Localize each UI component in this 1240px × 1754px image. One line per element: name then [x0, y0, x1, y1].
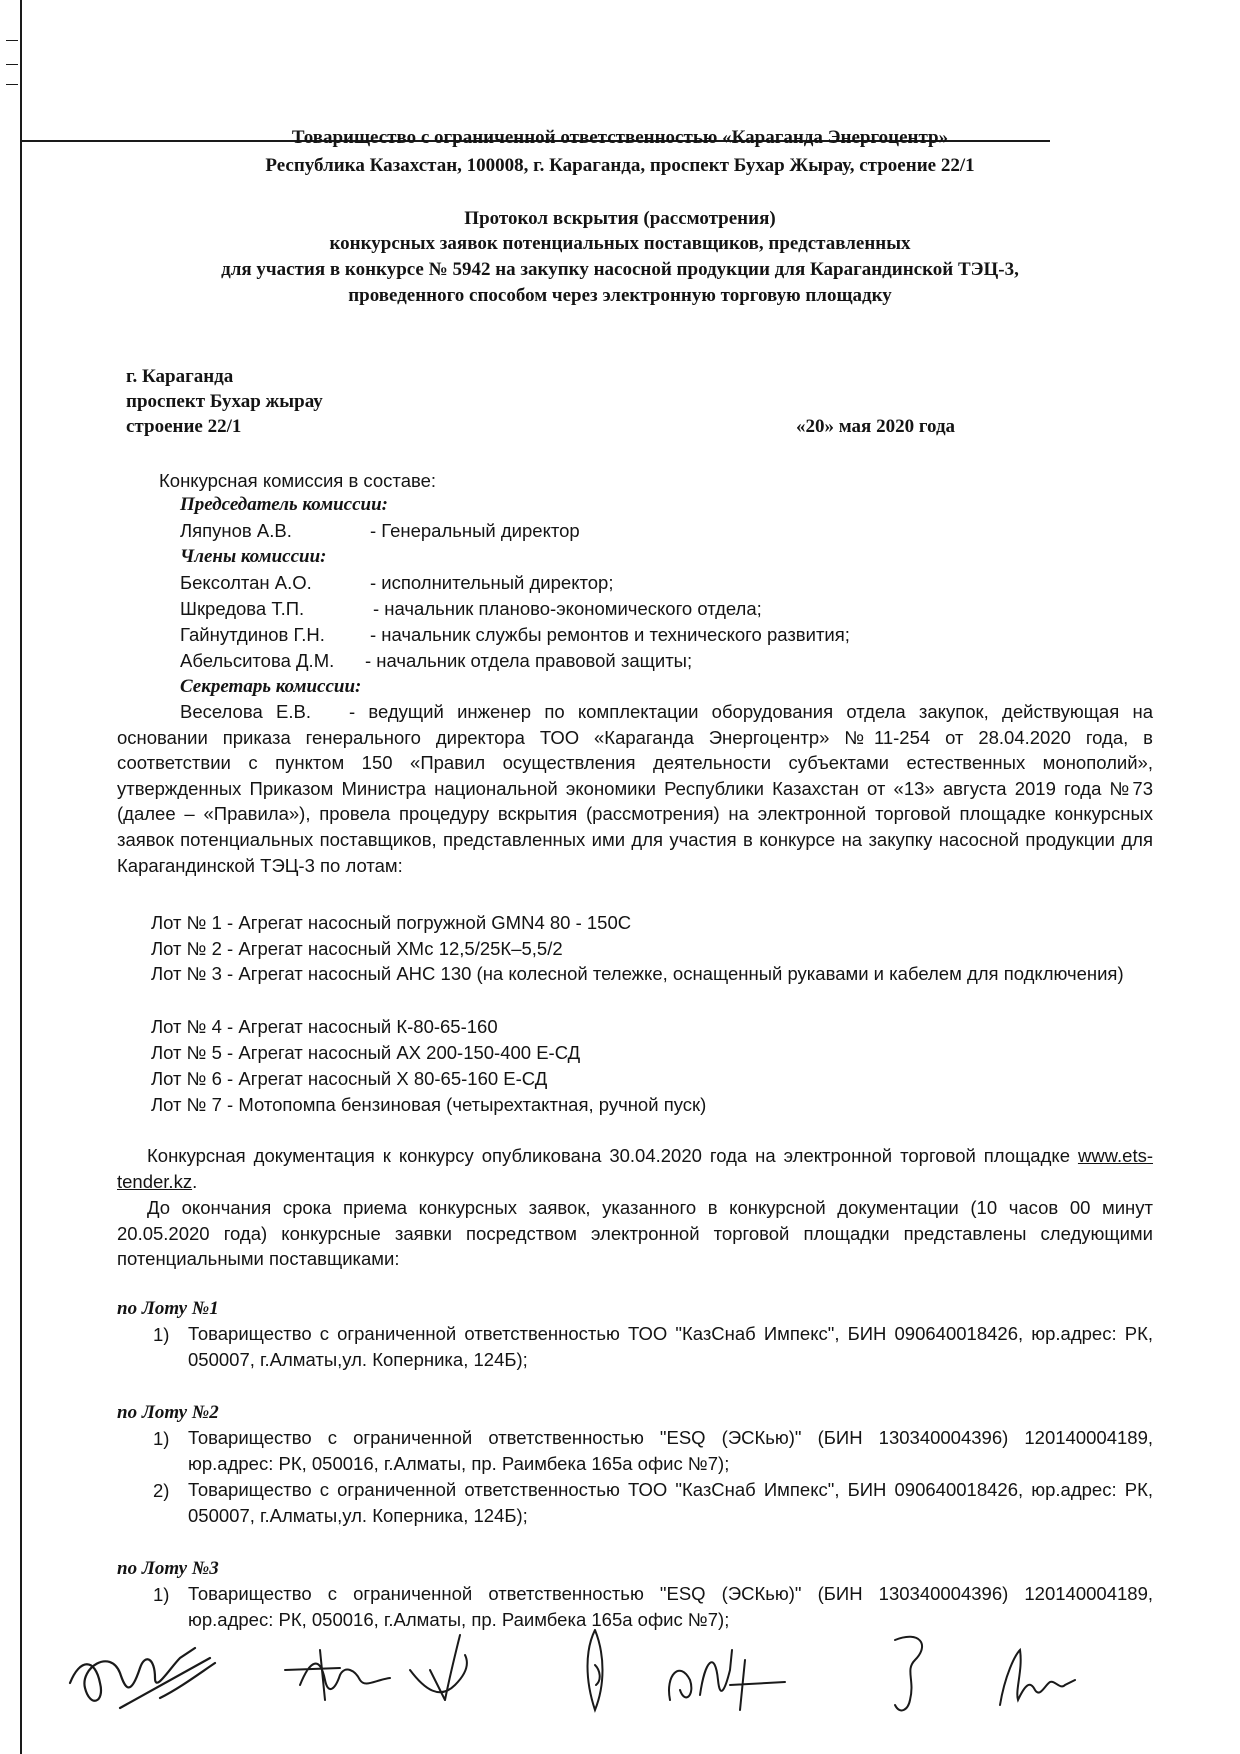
signature-member-1 [280, 1640, 400, 1710]
member-role: - начальник отдела правовой защиты; [365, 650, 693, 671]
place-building: строение 22/1 [126, 416, 242, 437]
bid-supplier: Товарищество с ограниченной ответственностью ТОО "КазСнаб Импекс", БИН 090640018426, юр.адрес: РК, 050007, г.Алматы,ул. Коперника, 124Б); [188, 1479, 1153, 1526]
scan-edge-tick [6, 40, 18, 41]
member-role: - начальник службы ремонтов и технического развития; [370, 624, 850, 645]
company-name: Товарищество с ограниченной ответственностью «Караганда Энергоцентр» [291, 127, 949, 148]
scan-edge-tick [6, 64, 18, 65]
protocol-title-line-1: Протокол вскрытия (рассмотрения) [464, 208, 776, 229]
lot-item: Лот № 7 - Мотопомпа бензиновая (четырехтактная, ручной пуск) [151, 1094, 707, 1115]
bid-number: 2) [153, 1480, 170, 1501]
lot-item: Лот № 6 - Агрегат насосный Х 80-65-160 Е-СД [151, 1068, 548, 1089]
protocol-title-line-2: конкурсных заявок потенциальных поставщиков, представленных [329, 233, 911, 254]
member-role: - начальник планово-экономического отдела; [373, 598, 762, 619]
protocol-title-line-4: проведенного способом через электронную торговую площадку [348, 285, 892, 306]
secretary-text: - ведущий инженер по комплектации оборудования отдела закупок, действующая на основании приказа генерального директора ТОО «Караганда Энергоцентр» №11-254 от 28.04.2020 года, в соответствии с пунктом 150 «Правил осуществления деятельности субъектами естественных монополий», утвержденных Приказом Министра национальной экономики Республики Казахстан от «13» августа 2019 года №73 (далее – «Правила»), провела процедуру вскрытия (рассмотрения) на электронной торговой площадке конкурсных заявок потенциальных поставщиков, представленных ими для участия в конкурсе на закупку насосной продукции для Карагандинской ТЭЦ-3 по лотам: [117, 701, 1153, 876]
bid-supplier: Товарищество с ограниченной ответственностью "ESQ (ЭСКью)" (БИН 130340004396) 120140004189, юр.адрес: РК, 050016, г.Алматы, пр. Раимбека 165а офис №7); [188, 1427, 1153, 1474]
publication-tail: . [192, 1170, 198, 1192]
publication-text: Конкурсная документация к конкурсу опубликована 30.04.2020 года на электронной торговой площадке [147, 1145, 1070, 1166]
signature-member-4 [660, 1640, 790, 1715]
bid-number: 1) [153, 1428, 170, 1449]
secretary-name: Веселова Е.В. [180, 701, 311, 722]
bid-supplier: Товарищество с ограниченной ответственностью "ESQ (ЭСКью)" (БИН 130340004396) 120140004189, юр.адрес: РК, 050016, г.Алматы, пр. Раимбека 165а офис №7); [188, 1583, 1153, 1630]
company-address: Республика Казахстан, 100008, г. Караганда, проспект Бухар Жырау, строение 22/1 [265, 155, 975, 176]
member-name: Шкредова Т.П. [180, 598, 305, 619]
chair-heading: Председатель комиссии: [180, 494, 388, 515]
signature-chair [60, 1628, 220, 1718]
bid-supplier: Товарищество с ограниченной ответственностью ТОО "КазСнаб Импекс", БИН 090640018426, юр.адрес: РК, 050007, г.Алматы,ул. Коперника, 124Б); [188, 1323, 1153, 1370]
chair-name: Ляпунов А.В. [180, 520, 292, 541]
signature-member-2 [400, 1630, 490, 1710]
member-name: Гайнутдинов Г.Н. [180, 624, 325, 645]
bid-lot-heading: по Лоту №1 [117, 1298, 219, 1319]
lot-item: Лот № 5 - Агрегат насосный АХ 200-150-400 Е-СД [151, 1042, 581, 1063]
tender-site-link[interactable]: www.ets-tender.kz [117, 1145, 1153, 1192]
signature-member-5 [880, 1625, 940, 1720]
bid-lot-heading: по Лоту №3 [117, 1558, 219, 1579]
signature-member-3 [570, 1625, 620, 1720]
members-heading: Члены комиссии: [180, 546, 327, 567]
lot-item: Лот № 4 - Агрегат насосный К-80-65-160 [151, 1016, 498, 1037]
scan-edge-tick [6, 84, 18, 85]
protocol-date: «20» мая 2020 года [796, 416, 956, 437]
member-role: - исполнительный директор; [370, 572, 614, 593]
lot-item: Лот № 1 - Агрегат насосный погружной GMN4 80 - 150С [151, 912, 632, 933]
secretary-paragraph [117, 699, 1153, 878]
member-name: Абельситова Д.М. [180, 650, 335, 671]
bid-lot-heading: по Лоту №2 [117, 1402, 219, 1423]
secretary-heading: Секретарь комиссии: [180, 676, 362, 697]
signature-secretary [990, 1640, 1080, 1715]
lot-item: Лот № 2 - Агрегат насосный ХМс 12,5/25К–5,5/2 [151, 938, 563, 959]
bid-number: 1) [153, 1324, 170, 1345]
place-street: проспект Бухар жырау [126, 391, 323, 412]
commission-intro: Конкурсная комиссия в составе: [159, 470, 437, 491]
place-city: г. Караганда [126, 366, 234, 387]
lot-item: Лот № 3 - Агрегат насосный АНС 130 (на колесной тележке, оснащенный рукавами и кабелем для подключения) [151, 963, 1124, 984]
bid-number: 1) [153, 1584, 170, 1605]
deadline-paragraph: До окончания срока приема конкурсных заявок, указанного в конкурсной документации (10 часов 00 минут 20.05.2020 года) конкурсные заявки посредством электронной торговой площадки представлены следующими потенциальными поставщиками: [117, 1197, 1153, 1270]
member-name: Бексолтан А.О. [180, 572, 312, 593]
protocol-title-line-3: для участия в конкурсе № 5942 на закупку насосной продукции для Карагандинской ТЭЦ-3, [221, 259, 1019, 280]
chair-role: - Генеральный директор [370, 520, 580, 541]
publication-paragraph [117, 1143, 1153, 1194]
